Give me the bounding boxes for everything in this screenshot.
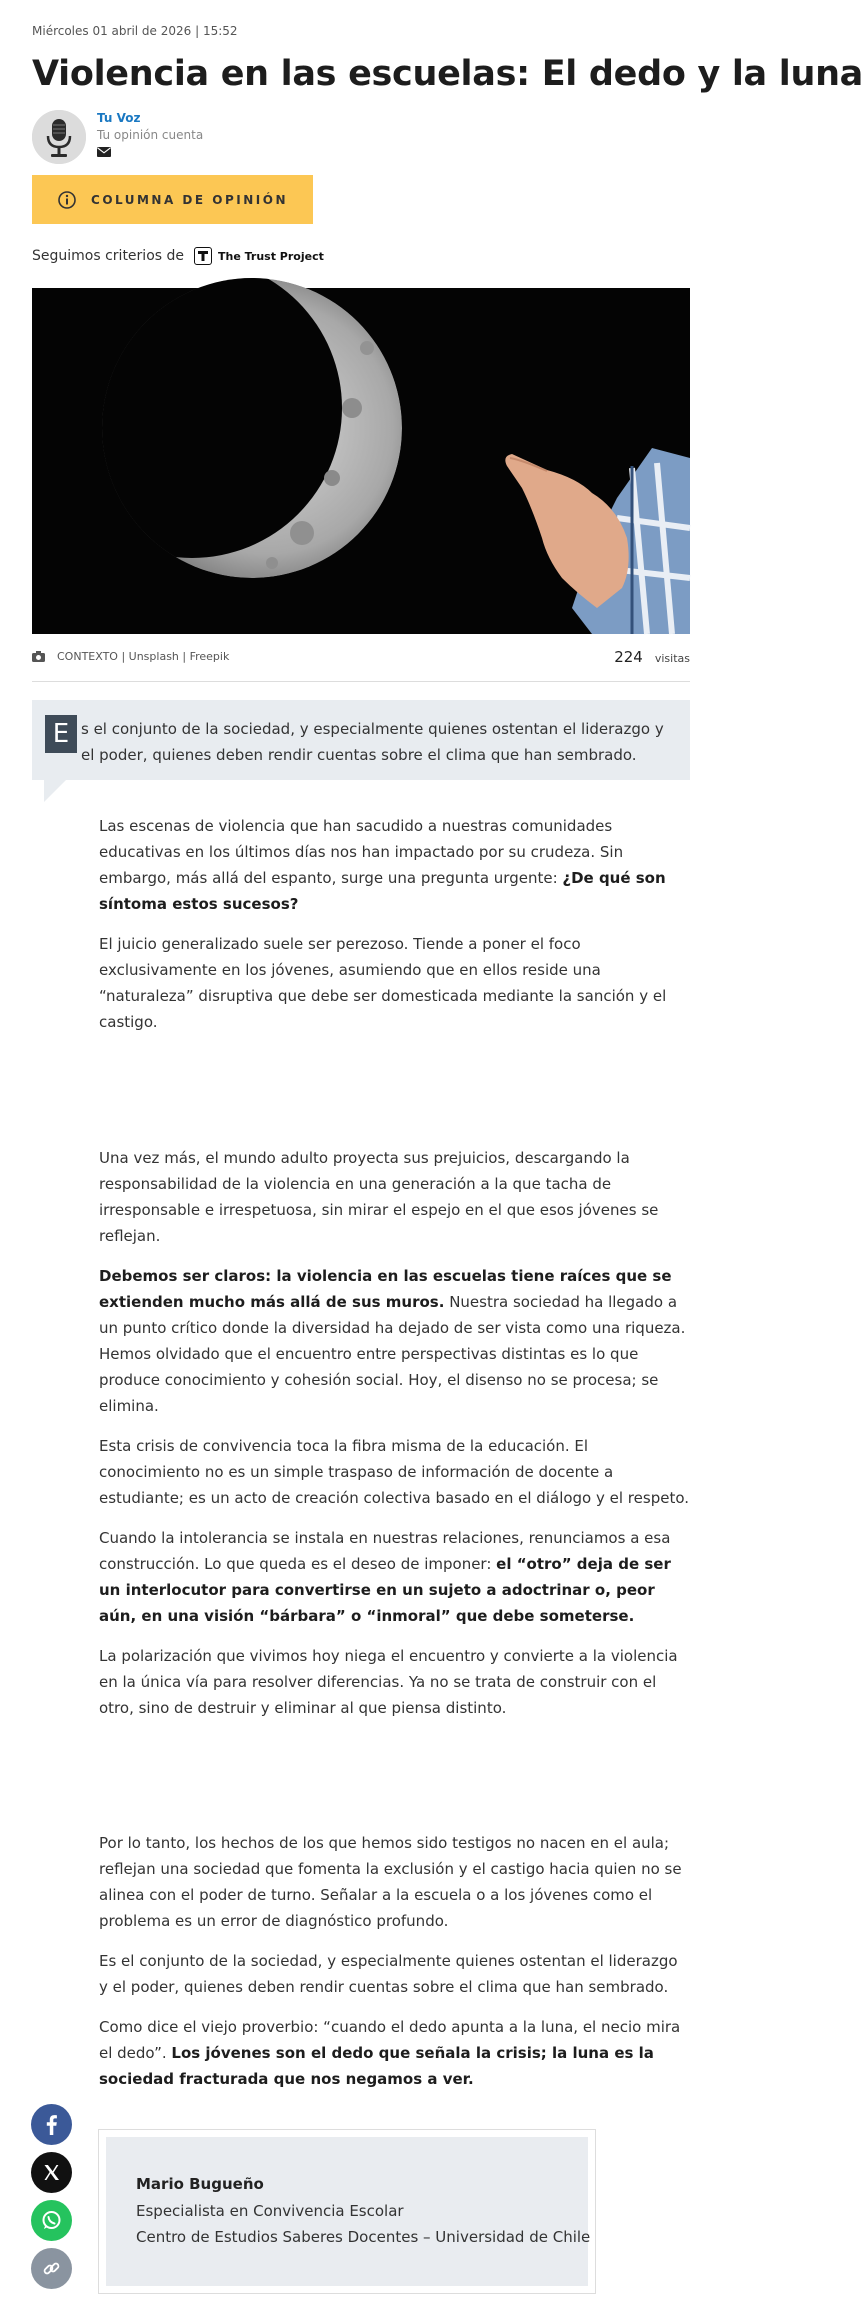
dropcap: E xyxy=(45,715,77,753)
author-tagline: Tu opinión cuenta xyxy=(97,128,204,142)
facebook-icon xyxy=(31,2104,72,2145)
paragraph: Por lo tanto, los hechos de los que hemos sido testigos no nacen en el aula; reflejan una sociedad que fomenta la exclusión y el castigo hacia quien no se alinea con el poder de turno. Señalar a la escuela o a los jóvenes como el problema es un error de diagnóstico profundo. xyxy=(99,1834,682,1930)
trust-project-icon xyxy=(194,247,212,265)
envelope-icon[interactable] xyxy=(97,147,111,157)
hero-image xyxy=(32,288,690,634)
divider xyxy=(32,681,690,682)
microphone-icon xyxy=(32,110,86,164)
paragraph: Es el conjunto de la sociedad, y especialmente quienes ostentan el liderazgo y el poder, quienes deben rendir cuentas sobre el clima que han sembrado. xyxy=(99,1952,678,1996)
moon-and-finger-image xyxy=(32,288,690,634)
visits-counter xyxy=(614,648,690,666)
link-icon xyxy=(31,2248,72,2289)
camera-icon xyxy=(32,651,45,662)
bio-name: Mario Bugueño xyxy=(136,2175,264,2193)
opinion-column-label: COLUMNA DE OPINIÓN xyxy=(91,192,288,207)
trust-project-logo[interactable] xyxy=(194,247,324,265)
article-date: Miércoles 01 abril de 2026 | 15:52 xyxy=(32,24,238,38)
author-bio-inner xyxy=(106,2137,591,2286)
paragraph: El juicio generalizado suele ser perezoso. Tiende a poner el foco exclusivamente en los jóvenes, asumiendo que en ellos reside una “naturaleza” disruptiva que debe ser domesticada mediante la sanción y el castigo. xyxy=(99,935,667,1031)
whatsapp-icon xyxy=(31,2200,72,2241)
trust-project-name: The Trust Project xyxy=(218,249,324,263)
article-body-part-3 xyxy=(99,1830,689,2106)
page-title: Violencia en las escuelas: El dedo y la luna xyxy=(32,54,863,94)
lead-quote-box xyxy=(32,700,690,780)
lead-text: s el conjunto de la sociedad, y especialmente quienes ostentan el liderazgo y el poder, quienes deben rendir cuentas sobre el clima que han sembrado. xyxy=(81,720,664,764)
info-icon xyxy=(57,190,77,210)
bio-role: Especialista en Convivencia Escolar xyxy=(136,2202,404,2220)
paragraph: La polarización que vivimos hoy niega el encuentro y convierte a la violencia en la única vía para resolver diferencias. Ya no se trata de construir con el otro, sino de destruir y eliminar al que piensa distinto. xyxy=(99,1647,678,1717)
visits-count: 224 xyxy=(614,648,643,666)
share-x-button[interactable] xyxy=(31,2152,72,2193)
paragraph: Esta crisis de convivencia toca la fibra misma de la educación. El conocimiento no es un simple traspaso de información de docente a estudiante; es un acto de creación colectiva basado en el diálogo y el respeto. xyxy=(99,1437,690,1507)
paragraph: Una vez más, el mundo adulto proyecta sus prejuicios, descargando la responsabilidad de la violencia en una generación a la que tacha de irresponsable e irrespetuosa, sin mirar el espejo en el que esos jóvenes se reflejan. xyxy=(99,1149,659,1245)
trust-project-line xyxy=(32,247,324,265)
article-body-part-1 xyxy=(99,813,689,1049)
share-whatsapp-button[interactable] xyxy=(31,2200,72,2241)
visits-label: visitas xyxy=(654,652,690,665)
trust-text: Seguimos criterios de xyxy=(32,248,184,264)
paragraph: Cuando la intolerancia se instala en nuestras relaciones, renunciamos a esa construcción. Lo que queda es el deseo de imponer: el “otro” deja de ser un interlocutor para convertirse en un sujeto a adoctrinar o, peor aún, en una visión “bárbara” o “inmoral” que debe someterse. xyxy=(99,1529,671,1625)
image-caption xyxy=(32,650,229,663)
author-bio-box xyxy=(98,2129,596,2294)
share-facebook-button[interactable] xyxy=(31,2104,72,2145)
opinion-column-badge[interactable] xyxy=(32,175,313,224)
caption-text: CONTEXTO | Unsplash | Freepik xyxy=(57,650,230,663)
author-name-link[interactable]: Tu Voz xyxy=(97,111,141,125)
paragraph: Las escenas de violencia que han sacudido a nuestras comunidades educativas en los últimos días nos han impactado por su crudeza. Sin embargo, más allá del espanto, surge una pregunta urgente: ¿De qué son síntoma estos sucesos? xyxy=(99,817,666,913)
paragraph: Debemos ser claros: la violencia en las escuelas tiene raíces que se extienden mucho más allá de sus muros. Nuestra sociedad ha llegado a un punto crítico donde la diversidad ha dejado de ser vista como una riqueza. Hemos olvidado que el encuentro entre perspectivas distintas es lo que produce conocimiento y cohesión social. Hoy, el disenso no se procesa; se elimina. xyxy=(99,1267,686,1415)
share-link-button[interactable] xyxy=(31,2248,72,2289)
bio-org: Centro de Estudios Saberes Docentes – Universidad de Chile xyxy=(136,2228,591,2246)
x-icon xyxy=(31,2152,72,2193)
paragraph: Como dice el viejo proverbio: “cuando el dedo apunta a la luna, el necio mira el dedo”. Los jóvenes son el dedo que señala la crisis; la luna es la sociedad fracturada que nos negamos a ver. xyxy=(99,2018,681,2088)
lead-quote-tail xyxy=(44,780,66,802)
avatar[interactable] xyxy=(32,110,86,164)
article-body-part-2 xyxy=(99,1145,689,1735)
